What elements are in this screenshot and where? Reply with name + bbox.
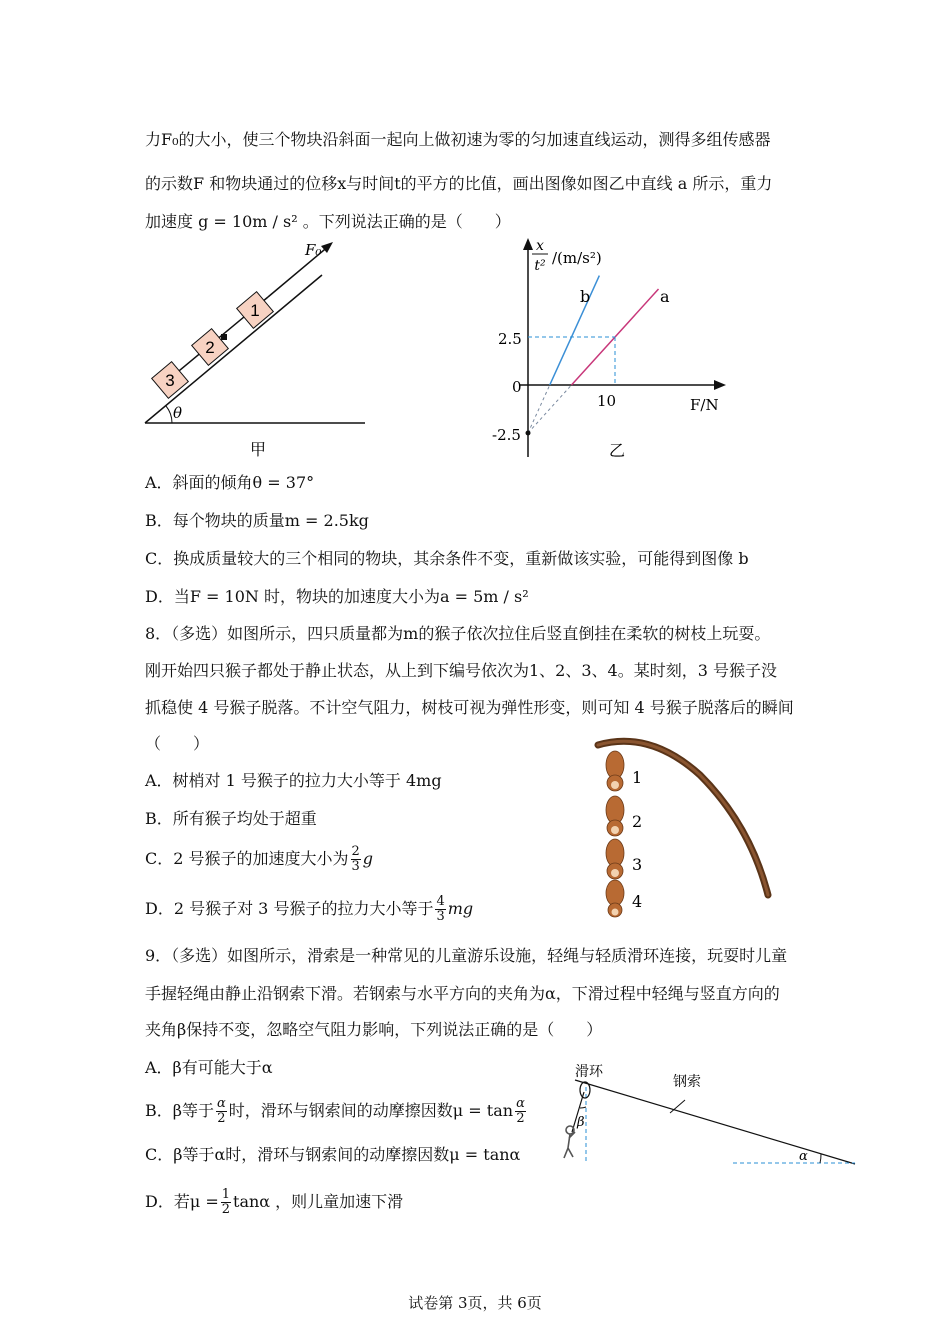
q8-line2: 刚开始四只猴子都处于静止状态，从上到下编号依次为1、2、3、4。某时刻，3 号猴子没 [145,661,777,680]
q9-line1: 9．（多选）如图所示，滑索是一种常见的儿童游乐设施，轻绳与轻质滑环连接，玩耍时儿童 [145,946,788,965]
q7-line3: 加速度 g = 10m / s² 。下列说法正确的是（ ） [145,212,511,231]
q7-line1: 力F₀的大小，使三个物块沿斜面一起向上做初速为零的匀加速直线运动，测得多组传感器 [145,130,771,149]
xlabel: F/N [690,396,719,414]
y-intercept-point [526,431,531,436]
q7-option-a: A．斜面的倾角θ = 37° [145,473,315,492]
monkey-label-3: 3 [632,855,643,874]
q8-line4: （ ） [145,734,210,753]
series-b-extension [528,385,550,433]
ylabel-num: x [536,238,544,254]
q9-option-b: B．β等于 $\frac{\alpha}{2}$ 时，滑环与钢索间的动摩擦因数μ = tan $\frac{\alpha}{2}$ [145,1096,525,1126]
caption-jia: 甲 [249,440,267,459]
figure-yi-chart [480,232,740,462]
ylabel-den: t² [534,258,546,274]
q7-option-c: C．换成质量较大的三个相同的物块，其余条件不变，重新做该实验，可能得到图像 b [145,549,749,568]
q8-option-b: B．所有猴子均处于超重 [145,809,317,828]
q9-option-c: C．β等于α时，滑环与钢索间的动摩擦因数μ = tanα [145,1145,521,1164]
figure-zipline [555,1062,865,1172]
figure-monkeys [590,735,780,920]
series-b-line [550,276,600,385]
monkey-label-1: 1 [632,768,643,787]
page-footer: 试卷第 3页，共 6页 [408,1294,542,1312]
ylabel-unit: /(m/s²) [552,249,602,267]
block-3-label: 3 [165,371,175,390]
tick-y-pos: 2.5 [498,330,522,348]
ring-label: 滑环 [575,1064,603,1080]
alpha-label: α [799,1149,808,1164]
q8-option-c: C．2 号猴子的加速度大小为 $\frac{2}{3}$ g [145,844,374,874]
monkey-label-4: 4 [632,892,643,911]
cable-label: 钢索 [673,1074,701,1090]
angle-label: θ [173,404,183,422]
q8-line1: 8．（多选）如图所示，四只质量都为m的猴子依次拉住后竖直倒挂在柔软的树枝上玩耍。 [145,624,771,643]
tick-y-neg: -2.5 [492,426,521,444]
series-a-extension [528,385,572,433]
q7-line2: 的示数F 和物块通过的位移x与时间t的平方的比值，画出图像如图乙中直线 a 所示，重力 [145,174,773,193]
q9-line2: 手握轻绳由静止沿钢索下滑。若钢索与水平方向的夹角为α，下滑过程中轻绳与竖直方向的 [145,984,780,1003]
q9-option-d: D．若μ = $\frac{1}{2}$ tanα ，则儿童加速下滑 [145,1187,404,1217]
series-a-label: a [660,287,670,306]
force-label: F₀ [305,241,322,259]
series-b-label: b [580,287,591,306]
q8-line3: 抓稳使 4 号猴子脱落。不计空气阻力，树枝可视为弹性形变，则可知 4 号猴子脱落后的瞬间 [145,698,794,717]
block-1-label: 1 [250,301,260,320]
q9-option-a: A．β有可能大于α [145,1058,273,1077]
block-2-label: 2 [205,338,215,357]
beta-label: β [577,1115,585,1130]
caption-yi: 乙 [608,441,626,460]
q7-option-d: D．当F = 10N 时，物块的加速度大小为a = 5m / s² [145,587,529,606]
q8-option-a: A．树梢对 1 号猴子的拉力大小等于 4mg [145,771,442,790]
tick-zero: 0 [512,378,522,396]
monkey-label-2: 2 [632,812,643,831]
q8-option-d: D．2 号猴子对 3 号猴子的拉力大小等于 $\frac{4}{3}$ mg [145,894,474,924]
q9-line3: 夹角β保持不变，忽略空气阻力影响，下列说法正确的是（ ） [145,1020,603,1039]
figure-jia [140,235,380,460]
tick-x: 10 [597,392,617,410]
q7-option-b: B．每个物块的质量m = 2.5kg [145,511,369,530]
